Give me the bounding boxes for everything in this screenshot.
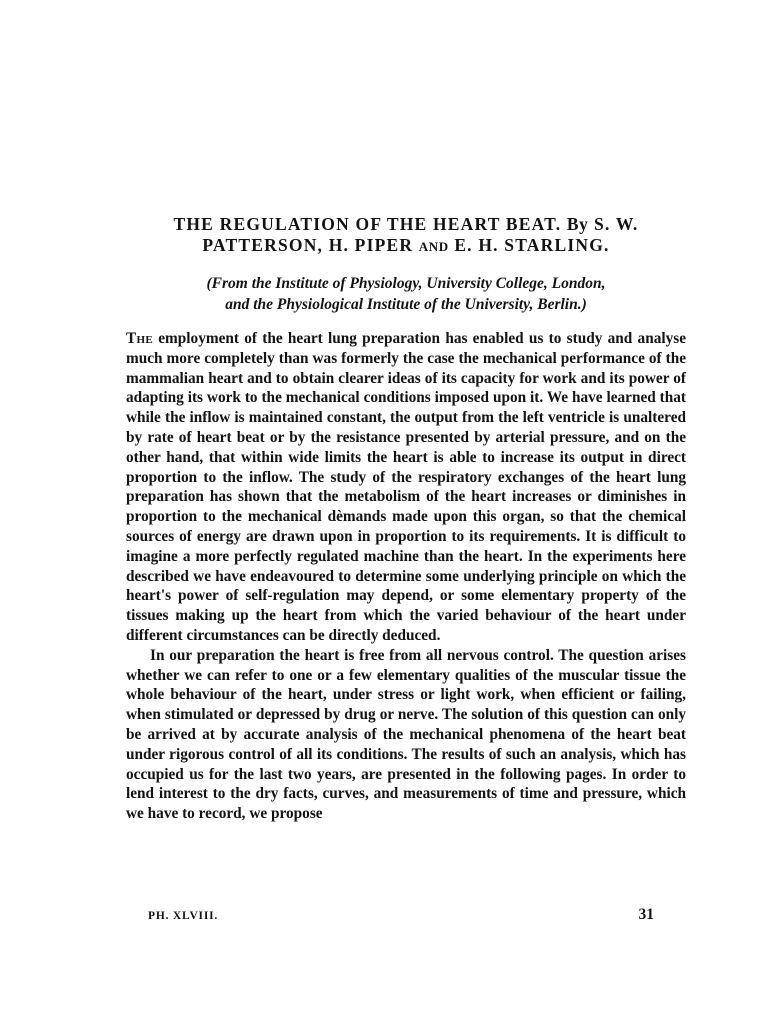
author-piper: H. PIPER <box>328 235 414 255</box>
title-by: By <box>566 214 589 234</box>
article <box>126 214 686 824</box>
article-title <box>126 214 686 257</box>
paragraph-1-lead: The <box>126 330 153 347</box>
article-body <box>126 329 686 824</box>
affiliation <box>126 273 686 315</box>
title-main: THE REGULATION OF THE HEART BEAT. <box>173 214 562 234</box>
title-and: AND <box>418 239 449 254</box>
author-patterson: S. W. PATTERSON, <box>202 214 639 255</box>
paragraph-1-text: employment of the heart lung preparation has enabled us to study and analyse much more completely than was formerly the case the mechanical performance of the mammalian heart and to obtain clearer ideas of its capacity for work and its power of adapting its work to the mechanical conditions imposed upon it. We have learned that while the inflow is maintained constant, the output from the left ventricle is unaltered by rate of heart beat or by the resistance presented by arterial pressure, and on the other hand, that within wide limits the heart is able to increase its output in direct proportion to the inflow. The study of the respiratory exchanges of the heart lung preparation has shown that the metabolism of the heart increases or diminishes in proportion to the mechanical dèmands made upon this organ, so that the chemical sources of energy are drawn upon in proportion to its requirements. It is difficult to imagine a more perfectly regulated machine than the heart. In the experiments here described we have endeavoured to determine some underlying principle on which the heart's power of self-regulation may depend, or some elementary property of the tissues making up the heart from which the varied behaviour of the heart under different circumstances can be directly deduced. <box>126 330 686 644</box>
paragraph-1 <box>126 329 686 646</box>
author-starling: E. H. STARLING. <box>454 235 610 255</box>
affiliation-line-1: (From the Institute of Physiology, University College, London, <box>206 275 606 292</box>
page-number: 31 <box>638 906 654 923</box>
affiliation-line-2: and the Physiological Institute of the University, Berlin.) <box>225 296 587 313</box>
signature-mark: PH. XLVIII. <box>148 910 219 922</box>
paragraph-2: In our preparation the heart is free from all nervous control. The question arises whether we can refer to one or a few elementary qualities of the muscular tissue the whole behaviour of the heart, under stress or light work, when efficient or failing, when stimulated or depressed by drug or nerve. The solution of this question can only be arrived at by accurate analysis of the mechanical phenomena of the heart beat under rigorous control of all its conditions. The results of such an analysis, which has occupied us for the last two years, are presented in the following pages. In order to lend interest to the dry facts, curves, and measurements of time and pressure, which we have to record, we propose <box>126 646 686 823</box>
